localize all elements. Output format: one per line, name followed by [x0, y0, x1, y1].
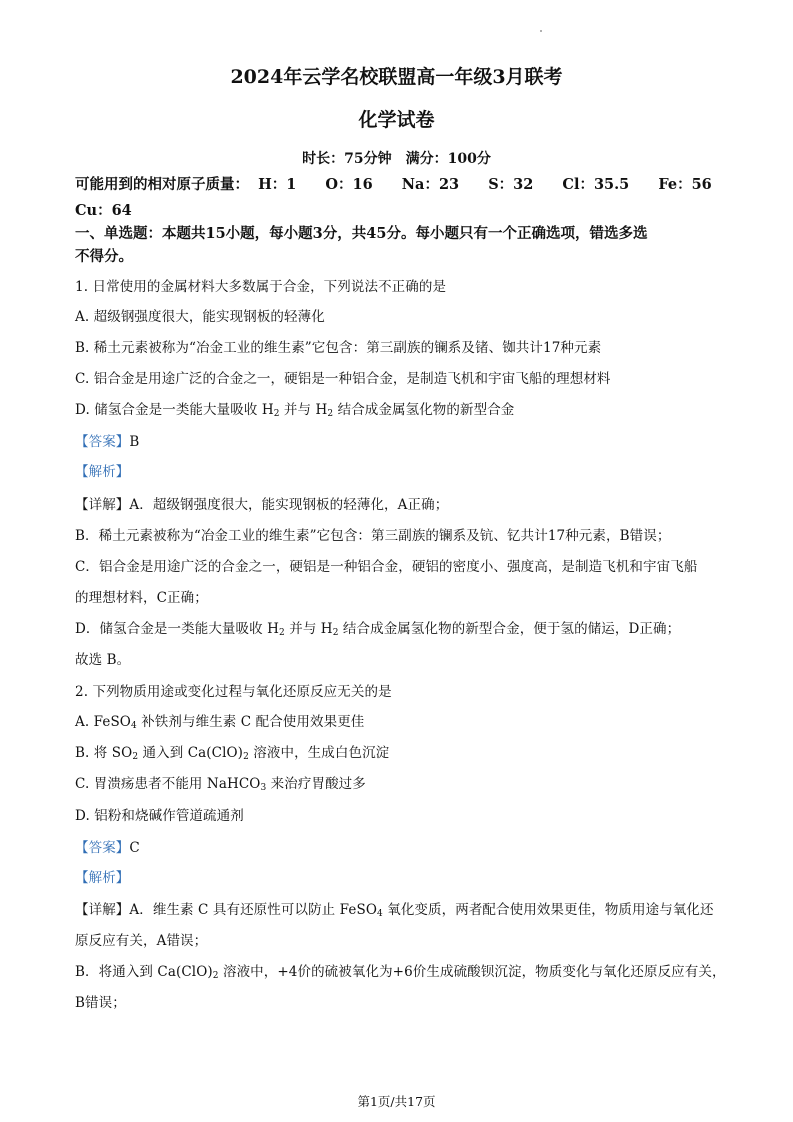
- q1-option-b: B. 稀土元素被称为“冶金工业的维生素”它包含：第三副族的镧系及锗、铷共计17种元素: [75, 340, 602, 356]
- q1-answer: 【答案】B: [75, 434, 140, 450]
- atomic-mass-na: Na：23: [401, 176, 460, 193]
- q1-option-a: A. 超级钢强度很大，能实现钢板的轻薄化: [75, 309, 325, 325]
- q2-analysis-tag: 【解析】: [75, 870, 130, 886]
- q2-stem: 2. 下列物质用途或变化过程与氧化还原反应无关的是: [75, 684, 392, 700]
- q1-detail-a: 【详解】A．超级钢强度很大，能实现钢板的轻薄化，A正确；: [75, 497, 449, 513]
- q2-detail-b2: B错误；: [75, 995, 126, 1011]
- atomic-mass-fe: Fe：56: [658, 176, 712, 193]
- q1-detail-d: D．储氢合金是一类能大量吸收 $H_2$ 并与 $H_2$ 结合成金属氢化物的新型合金，便于氢的储运，D正确；: [75, 621, 681, 638]
- atomic-mass-h: H：1: [258, 176, 297, 193]
- atomic-mass-line: [75, 173, 712, 194]
- page-title: 2024年云学名校联盟高一年级3月联考: [230, 66, 563, 88]
- atomic-mass-cl: Cl：35.5: [562, 176, 630, 193]
- exam-time-info: 时长：75分钟 满分：100分: [302, 151, 491, 167]
- q2-option-b: B. 将 $SO_2$ 通入到 $Ca(ClO)_2$ 溶液中，生成白色沉淀: [75, 745, 390, 762]
- section-heading-line2: 不得分。: [75, 248, 133, 265]
- q2-option-a: A. FeSO$_4$ 补铁剂与维生素 C 配合使用效果更佳: [75, 714, 365, 731]
- q1-option-c: C. 铝合金是用途广泛的合金之一，硬铝是一种铝合金，是制造飞机和宇宙飞船的理想材料: [75, 371, 611, 387]
- q2-detail-b1: B．将通入到 $Ca(ClO)_2$ 溶液中，+4价的硫被氧化为+6价生成硫酸钡沉淀，物质变化与氧化还原反应有关，: [75, 964, 726, 981]
- q1-detail-b: B．稀土元素被称为“冶金工业的维生素”它包含：第三副族的镧系及钪、钇共计17种元素，B错误；: [75, 528, 671, 544]
- answer-tag: 【答案】: [75, 840, 130, 856]
- page-subtitle: 化学试卷: [358, 109, 435, 131]
- q1-detail-c2: 的理想材料，C正确；: [75, 590, 208, 606]
- q1-analysis-tag: 【解析】: [75, 464, 130, 480]
- answer-tag: 【答案】: [75, 434, 130, 450]
- atomic-mass-o: O：16: [325, 176, 373, 193]
- section-heading-line1: 一、单选题：本题共15小题，每小题3分，共45分。每小题只有一个正确选项，错选多选: [75, 225, 648, 242]
- atomic-mass-s: S：32: [488, 176, 534, 193]
- q1-stem: 1. 日常使用的金属材料大多数属于合金，下列说法不正确的是: [75, 279, 447, 295]
- q1-conclusion: 故选 B。: [75, 652, 131, 668]
- q1-option-d: D. 储氢合金是一类能大量吸收 $H_2$ 并与 $H_2$ 结合成金属氢化物的新型合金: [75, 402, 515, 419]
- q2-answer: 【答案】C: [75, 840, 140, 856]
- atomic-mass-label: 可能用到的相对原子质量：: [75, 176, 249, 193]
- scan-mark: [540, 30, 542, 32]
- page-number-footer: 第1页/共17页: [357, 1094, 436, 1109]
- q2-detail-a2: 原反应有关，A错误；: [75, 933, 208, 949]
- atomic-mass-cu: Cu：64: [75, 202, 132, 219]
- q1-detail-c1: C．铝合金是用途广泛的合金之一，硬铝是一种铝合金，硬铝的密度小、强度高，是制造飞机和宇宙飞船: [75, 559, 698, 575]
- q2-option-c: C. 胃溃疡患者不能用 NaHCO$_3$ 来治疗胃酸过多: [75, 776, 366, 793]
- q2-detail-a1: 【详解】A．维生素 C 具有还原性可以防止 FeSO$_4$ 氧化变质，两者配合使用效果更佳，物质用途与氧化还: [75, 902, 714, 919]
- q2-option-d: D. 铝粉和烧碱作管道疏通剂: [75, 808, 244, 824]
